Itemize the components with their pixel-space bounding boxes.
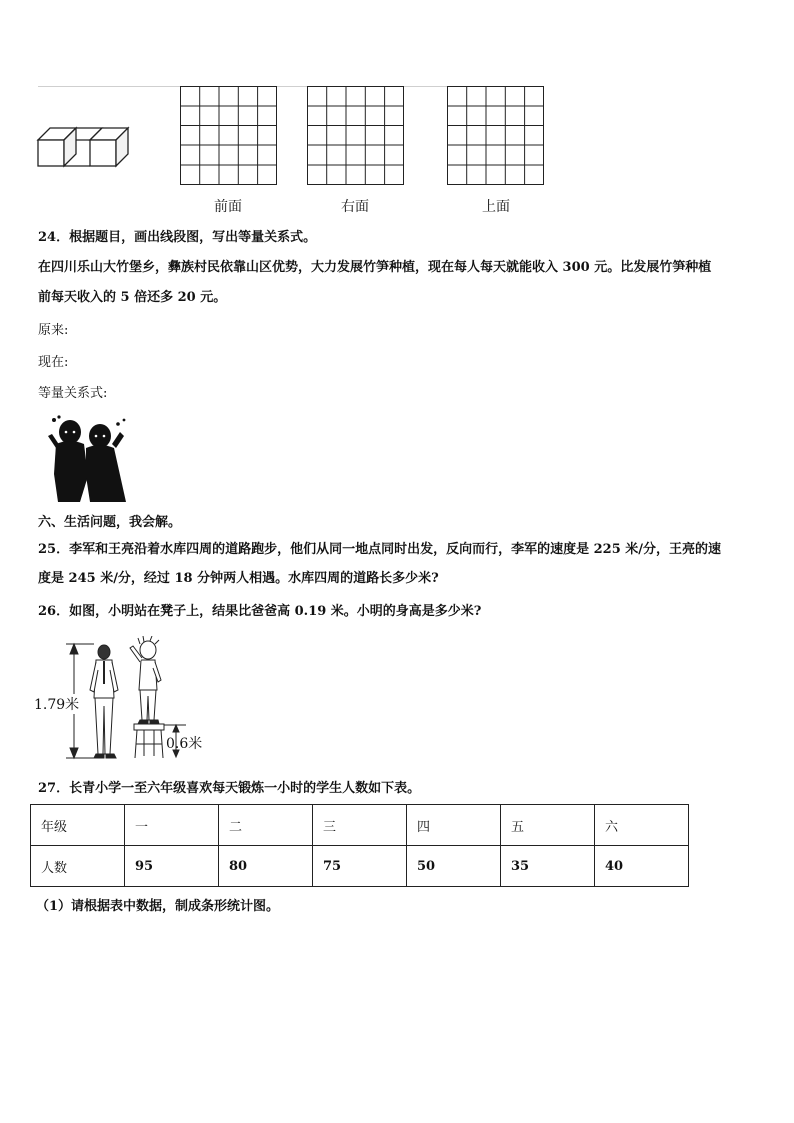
table-cell: 80 [219,846,313,887]
q25-line1: 25．李军和王亮沿着水库四周的道路跑步，他们从同一地点同时出发，反向而行，李军的速度是 225 米/分，王亮的速 [38,542,722,557]
table-cell: 35 [501,846,595,887]
thinking-children-illustration [44,414,130,506]
q24-line1: 在四川乐山大竹堡乡，彝族村民依靠山区优势，大力发展竹笋种植，现在每人每天就能收入 300 元。比发展竹笋种植 [38,260,712,275]
top-view-label: 上面 [482,199,510,215]
table-cell: 五 [501,805,595,846]
table-cell: 40 [595,846,689,887]
q26-text: 26．如图，小明站在凳子上，结果比爸爸高 0.19 米。小明的身高是多少米? [38,604,482,619]
table-cell: 年级 [31,805,125,846]
table-cell: 三 [313,805,407,846]
q27-title: 27．长青小学一至六年级喜欢每天锻炼一小时的学生人数如下表。 [38,781,421,796]
table-cell: 50 [407,846,501,887]
table-cell: 人数 [31,846,125,887]
cube-front-face [38,140,64,166]
table-cell: 六 [595,805,689,846]
q24-title: 24．根据题目，画出线段图，写出等量关系式。 [38,230,317,245]
cube-solid-figure [36,122,132,170]
q25-line2: 度是 245 米/分，经过 18 分钟两人相遇。水库四周的道路长多少米? [38,571,439,586]
right-view-label: 右面 [341,199,369,215]
stool-height-label: 0.6米 [166,736,203,752]
q24-line2: 前每天收入的 5 倍还多 20 元。 [38,290,227,305]
table-row [31,805,689,846]
table-cell: 一 [125,805,219,846]
table-cell: 95 [125,846,219,887]
section6-heading: 六、生活问题，我会解。 [38,515,182,530]
table-row [31,846,689,887]
q27-sub1: （1）请根据表中数据，制成条形统计图。 [36,899,280,914]
cube-front-face [90,140,116,166]
top-view-grid[interactable] [447,86,545,186]
right-view-grid[interactable] [307,86,405,186]
table-cell: 75 [313,846,407,887]
q24-original-label: 原来: [38,323,69,338]
students-table [30,804,689,887]
front-view-grid[interactable] [180,86,278,186]
q24-now-label: 现在: [38,355,69,370]
dad-height-label: 1.79米 [34,694,79,714]
table-cell: 四 [407,805,501,846]
q24-equation-label: 等量关系式: [38,386,108,401]
table-cell: 二 [219,805,313,846]
front-view-label: 前面 [214,199,242,215]
